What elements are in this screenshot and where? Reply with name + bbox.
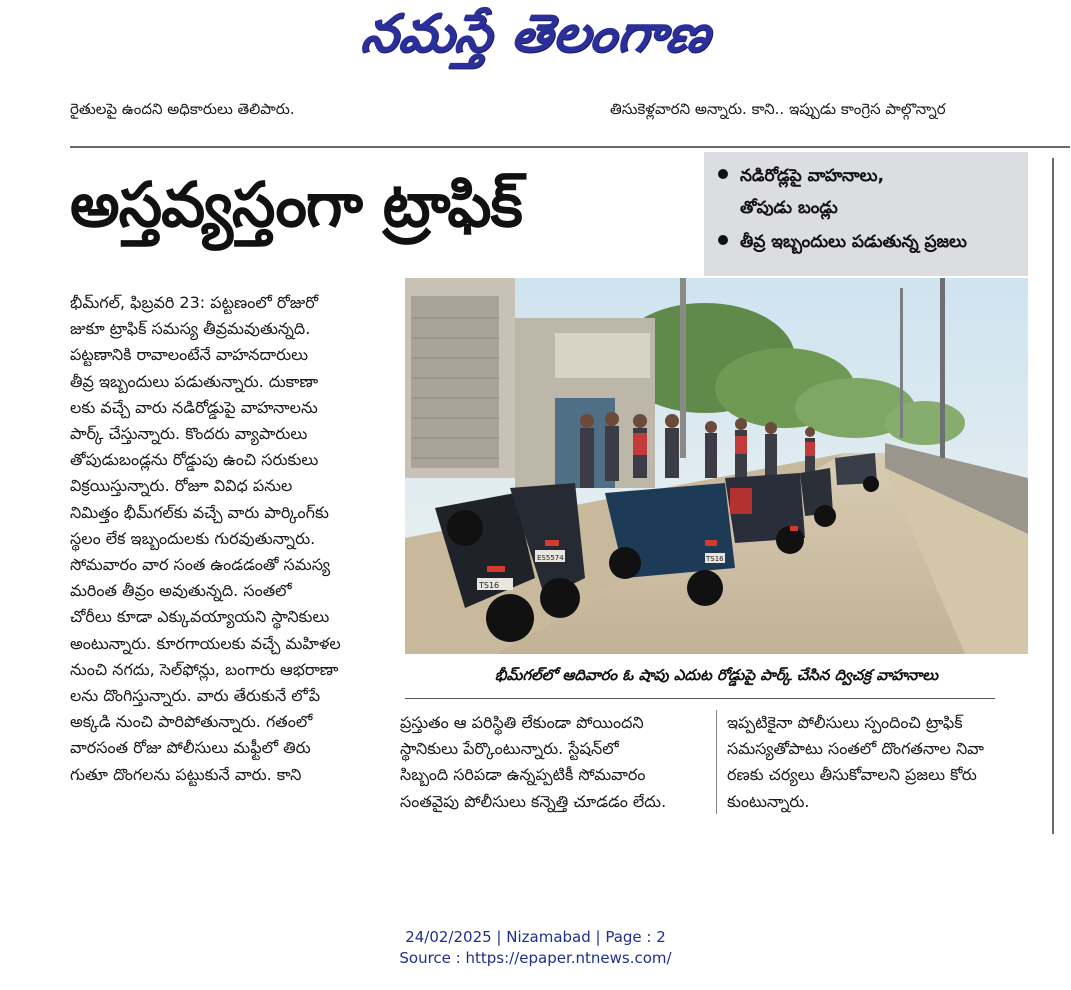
article-line: మరింత తీవ్రం అవుతున్నది. సంతలో xyxy=(70,581,292,601)
article-column-2 xyxy=(400,710,700,815)
bullet-icon xyxy=(718,235,728,245)
article-line: పట్టణానికి రావాలంటేనే వాహనదారులు xyxy=(70,345,309,365)
column-divider xyxy=(716,710,717,814)
plate-text: TS16 xyxy=(706,555,724,563)
plate-text: ES5574 xyxy=(537,554,564,562)
footer-source-link[interactable]: Source : https://epaper.ntnews.com/ xyxy=(399,949,672,967)
article-line: లకు వచ్చే వారు నడిరోడ్డుపై వాహనాలను xyxy=(70,397,318,417)
article-line: విక్రయిస్తున్నారు. రోజూ వివిధ పనుల xyxy=(70,476,293,496)
article-headline: అస్తవ్యస్తంగా ట్రాఫిక్ xyxy=(70,168,522,241)
article-line: నిమిత్తం భీమ్‌గల్‌కు వచ్చే వారు పార్కింగ్‌కు xyxy=(70,502,329,522)
article-line: తీవ్ర ఇబ్బందులు పడుతున్నారు. దుకాణా xyxy=(70,371,319,391)
article-line: రణకు చర్యలు తీసుకోవాలని ప్రజలు కోరు xyxy=(727,765,977,785)
article-line: స్థలం లేక ఇబ్బందులకు గురవుతున్నారు. xyxy=(70,528,316,548)
article-line: అంటున్నారు. కూరగాయలకు వచ్చే మహిళల xyxy=(70,633,341,653)
newspaper-logo: నమస్తే తెలంగాణ xyxy=(357,4,715,64)
photo-caption: భీమ్‌గల్‌లో ఆదివారం ఓ షాపు ఎదుట రోడ్డుపై పార్క్ చేసిన ద్విచక్ర వాహనాలు xyxy=(494,666,939,684)
article-line: సిబ్బంది సరిపడా ఉన్నప్పటికీ సోమవారం xyxy=(400,765,646,785)
highlight-item: తీవ్ర ఇబ్బందులు పడుతున్న ప్రజలు xyxy=(718,232,967,256)
article-line: తోపుడుబండ్లను రోడ్డుపు ఉంచి సరుకులు xyxy=(70,450,319,470)
article-line: సోమవారం వార సంత ఉండడంతో సమస్య xyxy=(70,555,331,575)
ticker-left: రైతులపై ఉందని అధికారులు తెలిపారు. xyxy=(70,100,295,118)
bullet-icon xyxy=(718,169,728,179)
article-line: లను దొంగిస్తున్నారు. వారు తేరుకునే లోపే xyxy=(70,686,321,706)
street-scene-illustration xyxy=(405,278,1028,654)
article-line: జుకూ ట్రాఫిక్ సమస్య తీవ్రమవుతున్నది. xyxy=(70,319,311,339)
highlight-item: నడిరోడ్లపై వాహనాలు, xyxy=(718,166,884,190)
article-line: కుంటున్నారు. xyxy=(727,791,810,811)
plate-text: TS16 xyxy=(479,581,500,590)
article-line: నుంచి నగదు, సెల్‌ఫోన్లు, బంగారు ఆభరాణా xyxy=(70,659,339,679)
top-divider xyxy=(70,146,1070,148)
article-line: ప్రస్తుతం ఆ పరిస్థితి లేకుండా పోయిందని xyxy=(400,713,644,732)
article-line: పార్క్ చేస్తున్నారు. కొందరు వ్యాపారులు xyxy=(70,424,308,444)
page-footer xyxy=(0,928,1071,967)
article-line: భీమ్‌గల్, ఫిబ్రవరి 23: పట్టణంలో రోజురో xyxy=(70,293,319,312)
article-column-1 xyxy=(70,290,370,788)
article-column-3 xyxy=(727,710,1027,815)
highlight-item-continued: తోపుడు బండ్లు xyxy=(740,198,838,218)
caption-divider xyxy=(405,698,995,699)
article-line: సంతవైపు పోలీసులు కన్నెత్తి చూడడం లేదు. xyxy=(400,791,667,811)
article-line: ఇప్పటికైనా పోలీసులు స్పందించి ట్రాఫిక్ xyxy=(727,713,963,732)
article-line: అక్కడి నుంచి పారిపోతున్నారు. గతంలో xyxy=(70,712,313,732)
masthead xyxy=(0,0,1071,80)
article-line: చోరీలు కూడా ఎక్కువయ్యాయని స్థానికులు xyxy=(70,607,330,627)
ticker-right: తిసుకెళ్లవారని అన్నారు. కాని.. ఇప్పుడు కాంగ్రెస పాల్గొన్నార xyxy=(610,100,946,118)
highlights-box xyxy=(704,152,1028,276)
right-divider xyxy=(1052,158,1054,834)
article-line: సమస్యతోపాటు సంతలో దొంగతనాల నివా xyxy=(727,739,984,759)
article-photo xyxy=(405,278,1028,654)
article-line: వారసంత రోజు పోలీసులు మఫ్టీలో తిరు xyxy=(70,738,311,758)
footer-date-edition: 24/02/2025 | Nizamabad | Page : 2 xyxy=(405,928,666,946)
article-line: గుతూ దొంగలను పట్టుకునే వారు. కాని xyxy=(70,764,302,784)
article-line: స్థానికులు పేర్కొంటున్నారు. స్టేషన్‌లో xyxy=(400,739,619,759)
